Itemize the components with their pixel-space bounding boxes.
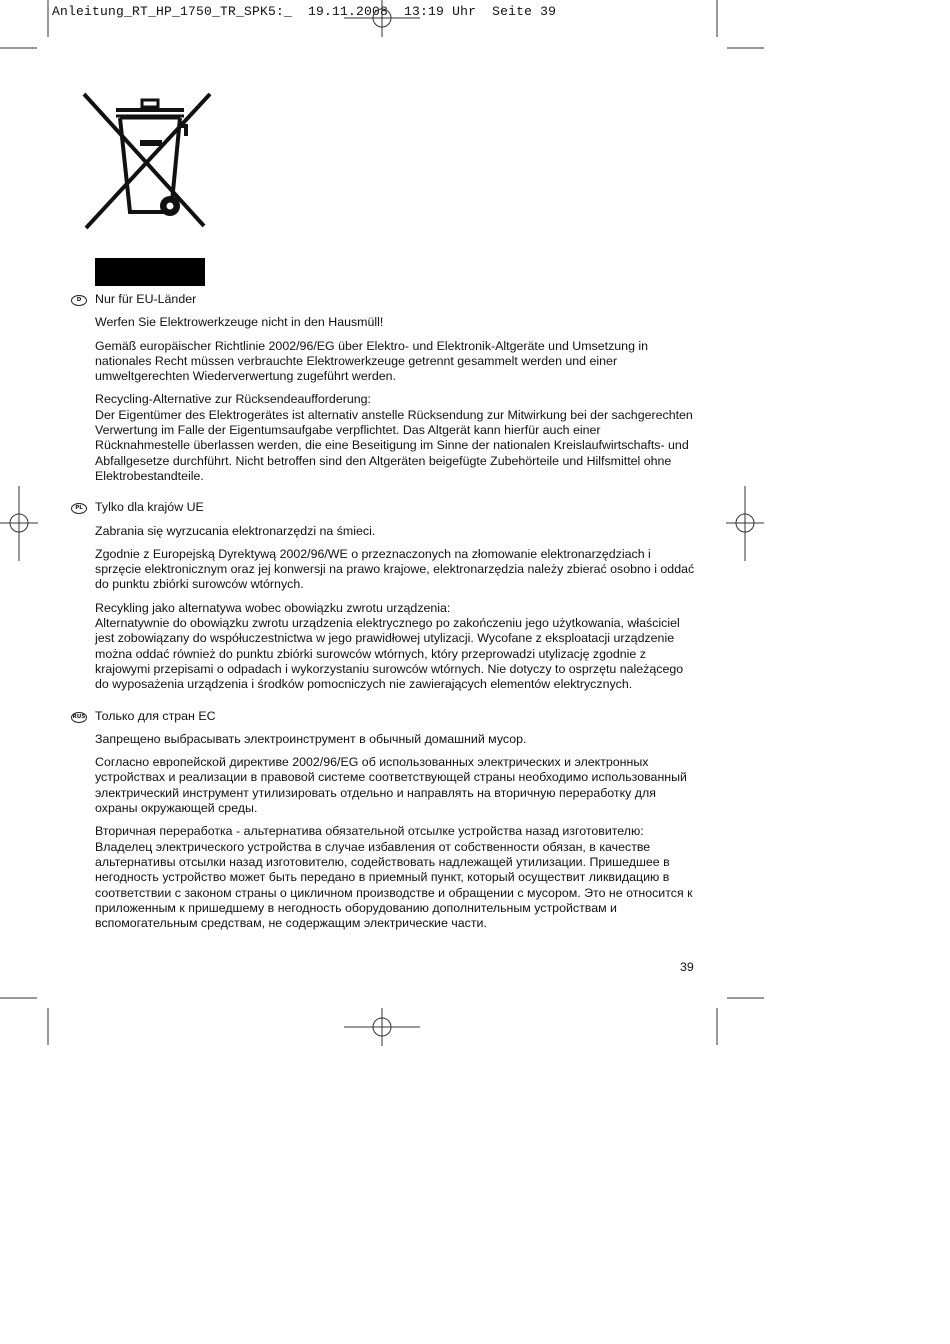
section-paragraph: Вторичная переработка - альтернатива обязательной отсылке устройства назад изготовителю: Владелец электрического устройства в случае избавления от собственности обязан, в качестве альтернативы отсылки назад изготовителю, содействовать надлежащей утилизации. Пришедшее в негодность устройство может быть передано в приемный пункт, который осуществит ликвидацию в соответствии с законом страны о цикличном производстве и обращении с мусором. Это не относится к приложенным к пришедшему в негодность оборудованию дополнительным устройствам и вспомогательным средствам, не содержащим электрические части.	[95, 824, 693, 931]
registration-mark-left-icon	[0, 486, 38, 561]
section-paragraph: Запрещено выбрасывать электроинструмент в обычный домашний мусор.	[95, 731, 527, 746]
section-paragraph: Recycling-Alternative zur Rücksendeaufforderung: Der Eigentümer des Elektrogerätes ist alternativ anstelle Rücksendung zur Mitwirkung bei der sachgerechten Verwertung im Falle der Eigentumsaufgabe verpflichtet. Das Altgerät kann hierfür auch einer Rücknahmestelle überlassen werden, die eine Beseitigung im Sinne der nationalen Kreislaufwirtschafts- und Abfallgesetze durchführt. Nicht betroffen sind den Altgeräten beigefügte Zubehörteile und Hilfsmittel ohne Elektrobestandteile.	[95, 392, 693, 483]
section-paragraph: Согласно европейской директиве 2002/96/EG об использованных электрических и электронных устройствах и реализации в правовой системе соответствующей страны необходимо использованный электрический инструмент утилизировать отдельно и направлять на вторичную переработку для охраны окружающей среды.	[95, 755, 687, 816]
section-paragraph: Zgodnie z Europejską Dyrektywą 2002/96/WE o przeznaczonych na złomowanie elektronarzędziach i sprzęcie elektronicznym oraz jej konwersji na prawo krajowe, elektronarzędzia należy zbierać osobno i oddać do punktu zbiórki surowców wtórnych.	[95, 546, 695, 592]
lang-badge-ru-icon: RUS	[71, 712, 87, 723]
section-paragraph: Gemäß europäischer Richtlinie 2002/96/EG über Elektro- und Elektronik-Altgeräte und Umsetzung in nationales Recht müssen verbrauchte Elektrowerkzeuge getrennt gesammelt werden und einer umweltgerechten Wiederverwertung zugeführt werden.	[95, 338, 649, 384]
section-heading: Nur für EU-Länder	[95, 292, 197, 306]
section-pl	[75, 500, 695, 692]
page-content	[72, 292, 695, 947]
section-paragraph: Werfen Sie Elektrowerkzeuge nicht in den Hausmüll!	[95, 315, 384, 330]
section-ru	[72, 708, 695, 932]
lang-badge-de-icon: D	[71, 295, 87, 306]
page-number: 39	[680, 960, 694, 974]
section-paragraph: Zabrania się wyrzucania elektronarzędzi na śmieci.	[95, 523, 376, 538]
registration-mark-top-icon	[344, 0, 420, 37]
section-heading: Tylko dla krajów UE	[95, 500, 204, 515]
section-heading: Только для стран ЕС	[95, 708, 216, 723]
lang-badge-pl-icon: PL	[71, 503, 87, 514]
section-de	[76, 292, 695, 484]
crossed-out-wheelie-bin-icon	[80, 90, 214, 234]
registration-mark-bottom-icon	[344, 1008, 420, 1046]
print-slug-line: Anleitung_RT_HP_1750_TR_SPK5:_ 19.11.2008 13:19 Uhr Seite 39	[52, 4, 557, 19]
black-bar	[95, 258, 205, 286]
registration-mark-right-icon	[726, 486, 764, 561]
section-paragraph: Recykling jako alternatywa wobec obowiązku zwrotu urządzenia: Alternatywnie do obowiązku zwrotu urządzenia elektrycznego po zakończeniu jego użytkowania, właściciel jest zobowiązany do współuczestnictwa w jego prawidłowej utylizacji. Wycofane z eksploatacji urządzenie można oddać również do punktu zbiórki surowców wtórnych, który przeprowadzi utylizację zgodnie z krajowymi przepisami o odpadach i wykorzystaniu surowców wtórnych. Nie dotyczy to osprzętu należącego do wyposażenia urządzenia i środków pomocniczych nie zawierających elementów elektrycznych.	[95, 600, 684, 692]
